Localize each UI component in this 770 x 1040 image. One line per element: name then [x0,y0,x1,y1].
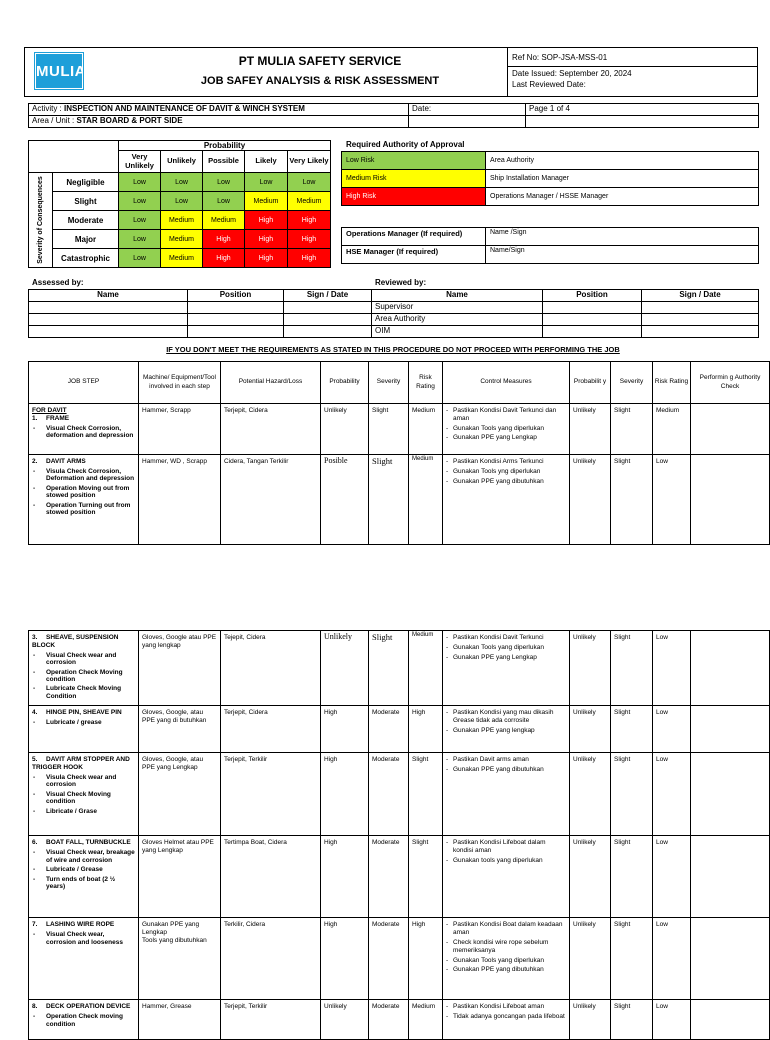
job-step-title [32,458,135,466]
authority-name: Ship Installation Manager [486,170,759,188]
control-item: - Gunakan PPE yang Lengkap [446,654,566,662]
probability-column-header: Likely [245,151,288,173]
authority-check-cell [691,836,770,918]
table-row [29,918,770,1000]
probability-cell: Unlikely [321,404,369,455]
jsa-table [28,361,770,545]
reviewed-sign-header: Sign / Date [642,290,759,302]
assessed-name-header: Name [29,290,188,302]
risk-cell: Low [203,192,245,211]
residual-severity-cell: Slight [611,631,653,706]
control-item: - Pastikan Davit arms aman [446,756,566,764]
risk-cell: Medium [245,192,288,211]
assessed-by-label: Assessed by: [32,278,84,287]
authority-check-cell [691,1000,770,1040]
equipment-cell: Gloves, Google, atau PPE yang di butuhkan [139,706,221,753]
sign-table [28,289,759,338]
risk-rating-cell: High [409,918,443,1000]
risk-cell: Low [119,192,161,211]
authority-title: Required Authority of Approval [346,140,465,149]
reviewed-by-label: Reviewed by: [375,278,427,287]
activity-value: INSPECTION AND MAINTENANCE OF DAVIT & WINCH SYSTEM [64,104,305,113]
risk-cell: High [288,249,331,268]
job-step-cell [29,836,139,918]
authority-check-cell [691,918,770,1000]
hazard-cell: Terjepit, Terkilir [221,753,321,836]
risk-cell: Medium [203,211,245,230]
authority-check-cell [691,706,770,753]
severity-cell: Moderate [369,918,409,1000]
ref-number: Ref No: SOP-JSA-MSS-01 [512,53,608,62]
step-title-text: DAVIT ARM STOPPER AND TRIGGER HOOK [32,756,130,772]
probability-column-header: Very Likely [288,151,331,173]
subtask-item: - Visual Check wear, corrosion and looseness [32,931,135,946]
risk-rating-cell: Slight [409,836,443,918]
severity-cell: Slight [369,455,409,545]
equipment-cell: Gloves, Google, atau PPE yang Lengkap [139,753,221,836]
probability-cell: Unlikely [321,631,369,706]
control-measures-cell [443,404,570,455]
job-step-cell [29,404,139,455]
probability-cell: High [321,753,369,836]
table-row [29,753,770,836]
authority-table [341,151,759,206]
residual-risk-cell: Low [653,1000,691,1040]
authority-check-cell [691,455,770,545]
area-value: STAR BOARD & PORT SIDE [76,116,183,125]
severity-cell: Slight [369,631,409,706]
residual-severity-cell: Slight [611,753,653,836]
risk-cell: Medium [288,192,331,211]
subtask-item: - Visual Check wear, breakage of wire and corrosion [32,849,135,864]
residual-severity-cell: Slight [611,918,653,1000]
risk-matrix [28,140,331,268]
risk-cell: Low [288,173,331,192]
step-number: 8. [32,1003,38,1011]
step-title-text: SHEAVE, SUSPENSION BLOCK [32,634,119,649]
assessed-sign-header: Sign / Date [284,290,372,302]
severity-row-label: Major [53,230,119,249]
jsa-column-header: Control Measures [443,362,570,404]
assessed-position-header: Position [188,290,284,302]
hazard-cell: Terjepit, Cidera [221,404,321,455]
control-measures-cell [443,631,570,706]
risk-cell: Medium [161,230,203,249]
control-item: - Gunakan PPE yang dibutuhkan [446,766,566,774]
subtask-item: - Lubricate / grease [32,719,135,726]
control-item: - Pastikan Kondisi Arms Terkunci [446,458,566,466]
control-item: - Gunakan PPE yang dibutuhkan [446,478,566,486]
reviewed-position-header: Position [543,290,642,302]
control-item: - Pastikan Kondisi Boat dalam keadaan aman [446,921,566,937]
probability-cell: High [321,836,369,918]
jsa-column-header: Severity [369,362,409,404]
residual-probability-cell: Unlikely [570,455,611,545]
residual-probability-cell: Unlikely [570,706,611,753]
control-item: - Pastikan Kondisi Davit Terkunci [446,634,566,642]
company-logo [35,53,86,89]
risk-cell: High [288,230,331,249]
risk-cell: Low [119,230,161,249]
risk-cell: Low [161,173,203,192]
step-number: 7. [32,921,38,929]
reviewer-role: Area Authority [372,314,543,326]
residual-probability-cell: Unlikely [570,631,611,706]
date-issued: Date Issued: September 20, 2024 [512,69,632,78]
step-number: 1. [32,415,38,422]
hazard-cell: Terjepit, Cidera [221,706,321,753]
risk-level: High Risk [342,188,486,206]
control-item: - Gunakan Tools yang diperlukan [446,644,566,652]
step-title-text: DAVIT ARMS [46,458,86,465]
residual-severity-cell: Slight [611,1000,653,1040]
control-item: - Gunakan Tools yng diperlukan [446,468,566,476]
risk-rating-cell: High [409,706,443,753]
risk-rating-cell: Medium [409,404,443,455]
jsa-column-header: Risk Rating [653,362,691,404]
logo-text: MULIA [36,63,86,80]
control-item: - Pastikan Kondisi yang mau dikasih Grease tidak ada corrosite [446,709,566,725]
control-list [446,839,566,864]
subtask-item: - Operation Check moving condition [32,1013,135,1028]
signoff-value: Name /Sign [486,228,759,246]
subtask-item: - Operation Check Moving condition [32,669,135,684]
signoff-role: HSE Manager (If required) [342,246,486,264]
risk-cell: Low [119,211,161,230]
jsa-column-header: JOB STEP [29,362,139,404]
hazard-cell: Terkilir, Cidera [221,918,321,1000]
risk-cell: High [203,230,245,249]
step-subtasks [32,425,135,440]
table-row [29,631,770,706]
job-step-cell [29,1000,139,1040]
equipment-cell: Hammer, Scrapp [139,404,221,455]
step-subtasks [32,774,135,815]
risk-rating-cell: Medium [409,455,443,545]
authority-name: Operations Manager / HSSE Manager [486,188,759,206]
risk-rating-cell: Medium [409,1000,443,1040]
risk-cell: Low [203,173,245,192]
job-step-cell [29,753,139,836]
jsa-column-header: Machine/ Equipment/Tool involved in each step [139,362,221,404]
control-list [446,921,566,974]
residual-risk-cell: Low [653,631,691,706]
risk-cell: Medium [161,211,203,230]
job-step-cell [29,631,139,706]
control-measures-cell [443,1000,570,1040]
subtask-item: - Visual Check Moving condition [32,791,135,806]
page-number: Page 1 of 4 [526,104,759,116]
risk-cell: Low [119,173,161,192]
control-item: - Gunakan PPE yang lengkap [446,727,566,735]
equipment-cell: Gloves Helmet atau PPE yang Lengkap [139,836,221,918]
job-step-title [32,756,135,772]
control-measures-cell [443,918,570,1000]
step-number: 4. [32,709,38,717]
probability-cell: Unlikely [321,1000,369,1040]
job-step-title [32,1003,135,1011]
residual-probability-cell: Unlikely [570,836,611,918]
jsa-column-header: Risk Rating [409,362,443,404]
control-measures-cell [443,753,570,836]
table-row [29,404,770,455]
severity-row-label: Slight [53,192,119,211]
residual-severity-cell: Slight [611,404,653,455]
subtask-item: - Libricate / Grase [32,808,135,815]
severity-row-label: Catastrophic [53,249,119,268]
hazard-cell: Terjepit, Terkilir [221,1000,321,1040]
step-number: 5. [32,756,38,764]
step-title-text: LASHING WIRE ROPE [46,921,115,929]
table-row [29,1000,770,1040]
activity-label: Activity : [32,104,65,113]
equipment-cell: Hammer, Grease [139,1000,221,1040]
authority-check-cell [691,631,770,706]
subtask-item: - Visula Check Corrosion, Deformation and depression [32,468,135,483]
authority-check-cell [691,753,770,836]
severity-row-label: Negligible [53,173,119,192]
jsa-table-continued [28,630,770,1040]
control-list [446,458,566,485]
severity-cell: Moderate [369,836,409,918]
hazard-cell: Tejepit, Cidera [221,631,321,706]
residual-severity-cell: Slight [611,455,653,545]
step-subtasks [32,652,135,701]
probability-header: Probability [119,141,331,151]
job-step-cell [29,455,139,545]
area-label: Area / Unit : [32,116,77,125]
risk-cell: High [288,211,331,230]
control-list [446,709,566,734]
step-subtasks [32,931,135,946]
probability-cell: Posible [321,455,369,545]
jsa-column-header: Performin g Authority Check [691,362,770,404]
control-item: - Tidak adanya goncangan pada lifeboat [446,1013,566,1021]
step-subtasks [32,849,135,890]
subtask-item: - Operation Moving out from stowed position [32,485,135,500]
step-number: 3. [32,634,38,641]
job-step-title [32,921,135,929]
control-measures-cell [443,706,570,753]
control-item: - Gunakan tools yang diperlukan [446,857,566,865]
step-number: 2. [32,458,38,465]
severity-axis-label [29,173,53,268]
subtask-item: - Visula Check wear and corrosion [32,774,135,789]
probability-column-header: Possible [203,151,245,173]
step-title-text: DECK OPERATION DEVICE [46,1003,131,1011]
residual-risk-cell: Low [653,706,691,753]
reviewer-role: Supervisor [372,302,543,314]
severity-row-label: Moderate [53,211,119,230]
residual-risk-cell: Low [653,836,691,918]
step-title-text: HINGE PIN, SHEAVE PIN [46,709,122,717]
document-header [24,47,758,97]
step-subtasks [32,1013,135,1028]
severity-cell: Moderate [369,706,409,753]
company-name: PT MULIA SAFETY SERVICE [238,54,402,68]
residual-risk-cell: Medium [653,404,691,455]
risk-cell: Low [161,192,203,211]
severity-cell: Moderate [369,1000,409,1040]
risk-cell: Low [245,173,288,192]
jsa-column-header: Potential Hazard/Loss [221,362,321,404]
control-measures-cell [443,836,570,918]
risk-cell: High [203,249,245,268]
job-step-title [32,634,135,650]
control-list [446,1003,566,1021]
residual-probability-cell: Unlikely [570,753,611,836]
probability-cell: High [321,918,369,1000]
job-step-cell [29,706,139,753]
control-item: - Gunakan PPE yang Lengkap [446,434,566,442]
authority-check-cell [691,404,770,455]
subtask-item: - Operation Turning out from stowed position [32,502,135,517]
subtask-item: - Turn ends of boat (2 ½ years) [32,876,135,891]
last-reviewed-date: Last Reviewed Date: [512,80,586,89]
residual-risk-cell: Low [653,918,691,1000]
equipment-cell: Gloves, Google atau PPE yang lengkap [139,631,221,706]
step-subtasks [32,719,135,726]
severity-cell: Slight [369,404,409,455]
document-title: JOB SAFEY ANALYSIS & RISK ASSESSMENT [200,75,440,87]
probability-cell: High [321,706,369,753]
probability-column-header: Very Unlikely [119,151,161,173]
signoff-value: Name/Sign [486,246,759,264]
control-item: - Gunakan Tools yang diperlukan [446,957,566,965]
job-step-title [32,839,135,847]
date-label: Date: [409,104,526,116]
job-step-cell [29,918,139,1000]
table-row [29,455,770,545]
severity-cell: Moderate [369,753,409,836]
equipment-cell: Gunakan PPE yang Lengkap Tools yang dibutuhkan [139,918,221,1000]
risk-cell: Low [119,249,161,268]
job-step-title [32,709,135,717]
residual-risk-cell: Low [653,455,691,545]
subtask-item: - Lubricate / Grease [32,866,135,873]
control-list [446,756,566,774]
residual-probability-cell: Unlikely [570,918,611,1000]
control-item: - Pastikan Kondisi Davit Terkunci dan aman [446,407,566,423]
warning-banner: IF YOU DON'T MEET THE REQUIREMENTS AS STATED IN THIS PROCEDURE DO NOT PROCEED WITH PERFORMING THE JOB [166,345,620,354]
control-item: - Gunakan PPE yang dibutuhkan [446,966,566,974]
risk-cell: High [245,230,288,249]
risk-rating-cell: Slight [409,753,443,836]
control-item: - Pastikan Kondisi Lifeboat dalam kondisi aman [446,839,566,855]
control-list [446,634,566,661]
jsa-column-header: Probabilit y [570,362,611,404]
jsa-column-header: Severity [611,362,653,404]
risk-rating-cell: Medium [409,631,443,706]
reviewed-name-header: Name [372,290,543,302]
step-title-text: BOAT FALL, TURNBUCKLE [46,839,131,847]
residual-risk-cell: Low [653,753,691,836]
table-row [29,706,770,753]
step-subtasks [32,468,135,517]
risk-cell: High [245,249,288,268]
reviewer-role: OIM [372,326,543,338]
control-measures-cell [443,455,570,545]
control-item: - Pastikan Kondisi Lifeboat aman [446,1003,566,1011]
residual-severity-cell: Slight [611,836,653,918]
equipment-cell: Hammer, WD , Scrapp [139,455,221,545]
job-step-title [32,415,135,423]
subtask-item: - Visual Check Corrosion, deformation and depression [32,425,135,440]
authority-name: Area Authority [486,152,759,170]
subtask-item: - Lubricate Check Moving Condition [32,685,135,700]
severity-label: Severity of Consequences [37,176,44,264]
control-item: - Check kondisi wire rope sebelum memeriksanya [446,939,566,955]
control-list [446,407,566,442]
subtask-item: - Visual Check wear and corrosion [32,652,135,667]
signoff-role: Operations Manager (If required) [342,228,486,246]
probability-column-header: Unlikely [161,151,203,173]
risk-cell: High [245,211,288,230]
risk-level: Medium Risk [342,170,486,188]
risk-cell: Medium [161,249,203,268]
residual-probability-cell: Unlikely [570,404,611,455]
step-title-text: FRAME [46,415,70,422]
risk-level: Low Risk [342,152,486,170]
table-row [29,836,770,918]
step-number: 6. [32,839,38,847]
hazard-cell: Tertimpa Boat, Cidera [221,836,321,918]
signoff-table [341,227,759,264]
residual-severity-cell: Slight [611,706,653,753]
hazard-cell: Cidera, Tangan Terkilir [221,455,321,545]
section-label: FOR DAVIT [32,407,67,414]
activity-table [28,103,759,128]
jsa-column-header: Probability [321,362,369,404]
residual-probability-cell: Unlikely [570,1000,611,1040]
control-item: - Gunakan Tools yang diperlukan [446,425,566,433]
